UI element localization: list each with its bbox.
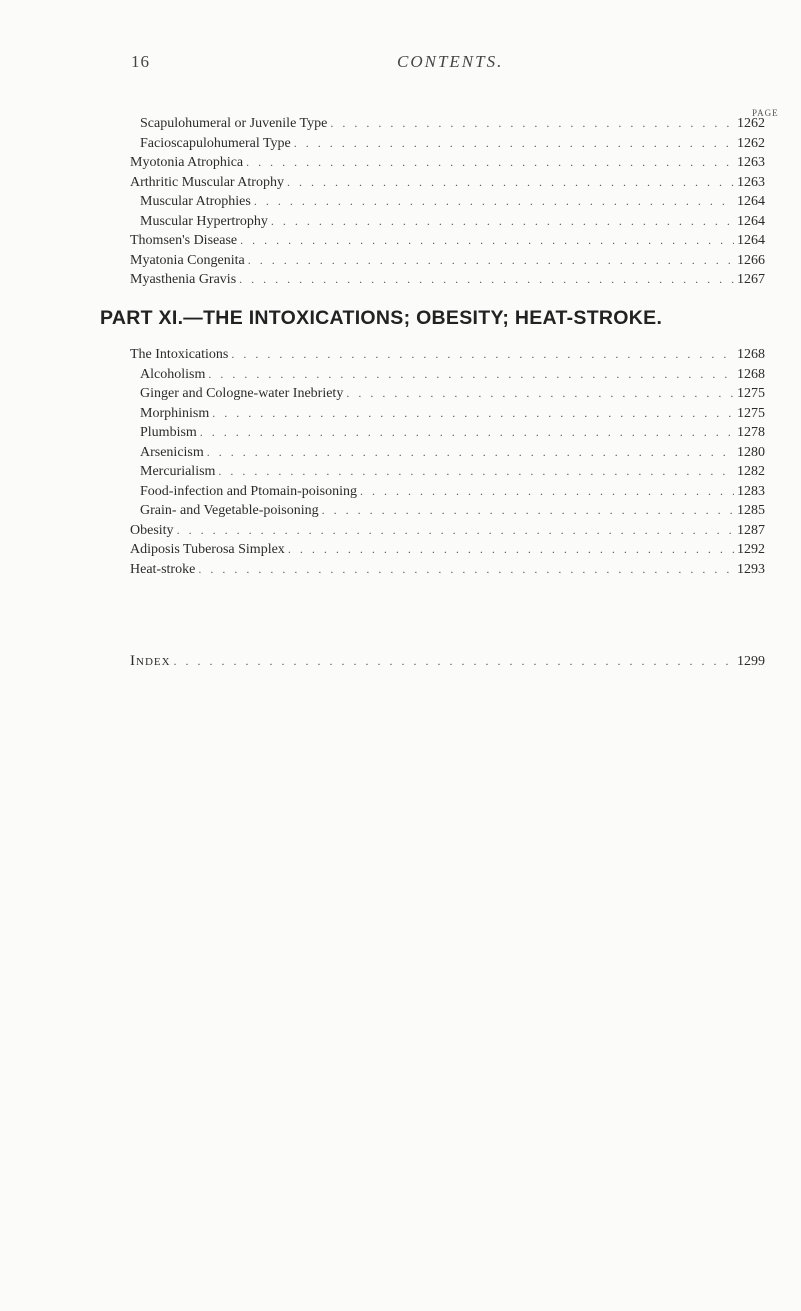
leader-dots: [200, 425, 734, 439]
toc-entry-title: Myotonia Atrophica: [130, 155, 244, 170]
toc-section-muscular: [130, 116, 765, 292]
page-column-label: PAGE: [752, 108, 779, 118]
toc-entry-page: 1268: [737, 366, 765, 382]
toc-entry[interactable]: [130, 194, 765, 208]
toc-entry-page: 1263: [737, 155, 765, 170]
leader-dots: [207, 445, 734, 459]
toc-index-entry[interactable]: [130, 654, 765, 668]
leader-dots: [174, 654, 734, 668]
toc-entry-title: Facioscapulohumeral Type: [140, 135, 291, 151]
toc-entry-page: 1293: [737, 561, 765, 577]
toc-entry[interactable]: [130, 542, 765, 556]
toc-entry-page: 1266: [737, 252, 765, 268]
toc-entry-title: Index: [130, 653, 171, 669]
toc-entry-page: 1263: [737, 174, 765, 190]
toc-entry-title: Arsenicism: [140, 444, 204, 460]
toc-entry-page: 1282: [737, 464, 765, 479]
leader-dots: [212, 406, 734, 420]
toc-entry[interactable]: [130, 406, 765, 420]
toc-entry-title: Food-infection and Ptomain-poisoning: [140, 483, 357, 499]
toc-entry[interactable]: [130, 523, 765, 537]
toc-entry[interactable]: [130, 175, 765, 189]
toc-entry[interactable]: [130, 484, 765, 498]
toc-entry[interactable]: [130, 386, 765, 400]
toc-entry-title: Obesity: [130, 522, 174, 538]
toc-entry[interactable]: [130, 116, 765, 130]
toc-entry-page: 1264: [737, 213, 765, 229]
leader-dots: [240, 233, 734, 247]
leader-dots: [248, 253, 734, 267]
leader-dots: [288, 542, 734, 556]
toc-entry[interactable]: [130, 155, 765, 169]
toc-entry[interactable]: [130, 214, 765, 228]
toc-entry-title: Myatonia Congenita: [130, 252, 245, 268]
toc-entry-title: Myasthenia Gravis: [130, 272, 237, 287]
toc-entry-page: 1275: [737, 386, 765, 401]
toc-entry-page: 1267: [737, 272, 765, 287]
toc-entry-page: 1275: [737, 405, 765, 421]
toc-entry[interactable]: [130, 367, 765, 381]
leader-dots: [322, 503, 734, 517]
part-heading: PART XI.—THE INTOXICATIONS; OBESITY; HEAT-STROKE.: [100, 307, 663, 329]
toc-entry[interactable]: [130, 233, 765, 247]
leader-dots: [218, 464, 734, 478]
toc-entry-title: Mercurialism: [140, 464, 216, 479]
leader-dots: [239, 272, 734, 286]
leader-dots: [271, 214, 734, 228]
leader-dots: [287, 175, 734, 189]
toc-entry-page: 1287: [737, 522, 765, 538]
leader-dots: [294, 136, 734, 150]
toc-entry-page: 1278: [737, 425, 765, 440]
toc-entry[interactable]: [130, 425, 765, 439]
toc-entry-page: 1292: [737, 542, 765, 557]
toc-entry-title: Heat-stroke: [130, 561, 196, 577]
toc-entry-title: Alcoholism: [140, 366, 206, 382]
toc-entry-title: Thomsen's Disease: [130, 233, 238, 248]
toc-entry[interactable]: [130, 347, 765, 361]
leader-dots: [254, 194, 734, 208]
toc-entry-page: 1264: [737, 194, 765, 209]
toc-entry[interactable]: [130, 562, 765, 576]
toc-entry-page: 1264: [737, 233, 765, 248]
toc-entry-page: 1283: [737, 483, 765, 499]
toc-entry-page: 1268: [737, 347, 765, 362]
leader-dots: [360, 484, 734, 498]
toc-entry[interactable]: [130, 136, 765, 150]
leader-dots: [330, 116, 734, 130]
toc-section-intoxications: [130, 347, 765, 581]
toc-entry[interactable]: [130, 253, 765, 267]
toc-entry-page: 1299: [737, 654, 765, 669]
toc-entry-page: 1262: [737, 116, 765, 131]
toc-entry[interactable]: [130, 503, 765, 517]
toc-entry-title: Plumbism: [140, 425, 197, 440]
leader-dots: [198, 562, 734, 576]
toc-entry-page: 1280: [737, 444, 765, 460]
toc-entry-title: Muscular Hypertrophy: [140, 213, 268, 229]
leader-dots: [246, 155, 734, 169]
toc-entry-title: Arthritic Muscular Atrophy: [130, 174, 284, 190]
page-header: [0, 52, 801, 76]
toc-entry-title: Adiposis Tuberosa Simplex: [130, 542, 285, 557]
leader-dots: [177, 523, 734, 537]
running-title: CONTENTS.: [397, 52, 504, 71]
leader-dots: [231, 347, 734, 361]
toc-entry-title: Muscular Atrophies: [140, 194, 251, 209]
leader-dots: [208, 367, 734, 381]
toc-entry[interactable]: [130, 445, 765, 459]
toc-entry[interactable]: [130, 272, 765, 286]
leader-dots: [346, 386, 734, 400]
toc-entry-page: 1285: [737, 503, 765, 518]
toc-entry-title: Grain- and Vegetable-poisoning: [140, 503, 319, 518]
toc-entry-title: Ginger and Cologne-water Inebriety: [140, 386, 344, 401]
toc-entry-title: Morphinism: [140, 405, 210, 421]
toc-entry-title: The Intoxications: [130, 347, 229, 362]
toc-entry-page: 1262: [737, 135, 765, 151]
page-number: 16: [131, 52, 150, 71]
toc-entry-title: Scapulohumeral or Juvenile Type: [140, 116, 328, 131]
toc-entry[interactable]: [130, 464, 765, 478]
